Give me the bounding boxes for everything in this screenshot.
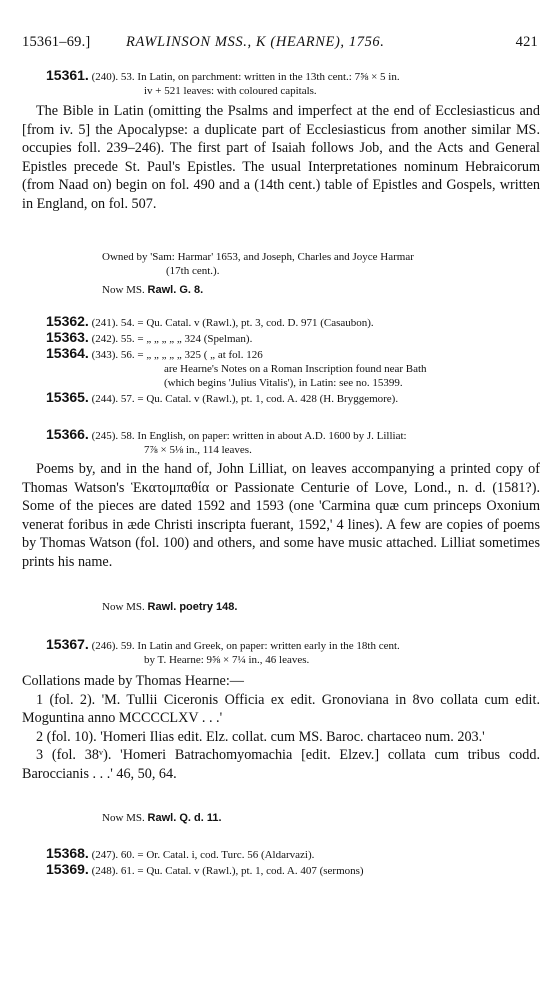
shelfmark: Rawl. G. 8. bbox=[147, 284, 204, 296]
entry-number: 15364. bbox=[46, 345, 89, 361]
collation-item: 3 (fol. 38ᵛ). 'Homeri Batrachomyomachia [edit. Elzev.] collata cum tribus codd. Baroccianis . . .' 46, 50, 64. bbox=[22, 747, 540, 782]
header-title: RAWLINSON MSS., K (HEARNE), 1756. bbox=[126, 34, 385, 50]
entry-details-cont: by T. Hearne: 9⅝ × 7¼ in., 46 leaves. bbox=[144, 654, 310, 666]
short-entry-cont: (which begins 'Julius Vitalis'), in Latin: see no. 15399. bbox=[164, 377, 403, 389]
now-ms-label: Now MS. bbox=[102, 812, 145, 824]
entry-details: (246). 59. In Latin and Greek, on paper: written early in the 18th cent. bbox=[91, 640, 400, 652]
entry-details-cont: 7⅞ × 5⅛ in., 114 leaves. bbox=[144, 444, 252, 456]
short-entry-cont: are Hearne's Notes on a Roman Inscription found near Bath bbox=[164, 363, 427, 375]
entry-number: 15366. bbox=[46, 426, 89, 442]
entry-15361-provenance bbox=[102, 250, 540, 278]
short-entry-row bbox=[46, 390, 542, 406]
entry-details: (244). 57. = Qu. Catal. v (Rawl.), pt. 1, cod. A. 428 (H. Bryggemore). bbox=[91, 393, 399, 405]
entry-15361-description bbox=[22, 102, 540, 214]
description-text: The Bible in Latin (omitting the Psalms and imperfect at the end of Ecclesiasticus and [from iv. 5] the Apocalypse: a duplicate part of Ecclesiasticus from another similar MS. occupies foll. 239–246). The first part of Isaiah follows Job, and the Acts and General Epistles precede St. Paul's Epistles. The usual Interpretationes nominum Hebraicorum (from Naad on) begin on fol. 490 and a (14th cent.) table of Epistles and Gospels, written in England, on fol. 507. bbox=[22, 103, 540, 212]
header-range: 15361–69.] bbox=[22, 34, 91, 50]
entry-number: 15367. bbox=[46, 636, 89, 652]
short-entry-row bbox=[46, 330, 542, 346]
now-ms-label: Now MS. bbox=[102, 284, 145, 296]
provenance-line: Owned by 'Sam: Harmar' 1653, and Joseph, Charles and Joyce Harmar bbox=[102, 251, 414, 263]
entry-number: 15361. bbox=[46, 67, 89, 83]
entry-details: (242). 55. = „ „ „ „ „ 324 (Spelman). bbox=[91, 333, 253, 345]
final-entries-block bbox=[46, 846, 542, 878]
short-entries-block bbox=[46, 314, 542, 406]
entry-15367-shelfmark-line bbox=[102, 811, 222, 825]
shelfmark: Rawl. poetry 148. bbox=[147, 601, 238, 613]
collation-item: 1 (fol. 2). 'M. Tullii Ciceronis Officia ex edit. Gronoviana in 8vo collata cum edit. Moguntina anno MCCCCLXV . . .' bbox=[22, 691, 540, 727]
entry-details: (240). 53. In Latin, on parchment: written in the 13th cent.: 7⅝ × 5 in. bbox=[91, 71, 400, 83]
entry-number: 15362. bbox=[46, 313, 89, 329]
collations-intro: Collations made by Thomas Hearne:— bbox=[22, 673, 244, 689]
entry-details: (247). 60. = Or. Catal. i, cod. Turc. 56 (Aldarvazi). bbox=[91, 849, 315, 861]
entry-15367-head bbox=[46, 637, 540, 667]
entry-number: 15363. bbox=[46, 329, 89, 345]
page-number: 421 bbox=[515, 34, 538, 50]
entry-15361-head bbox=[46, 68, 540, 98]
entry-15366-description bbox=[22, 460, 540, 572]
short-entry-row bbox=[46, 862, 542, 878]
entry-details: (343). 56. = „ „ „ „ „ 325 ( „ at fol. 126 bbox=[91, 349, 263, 361]
now-ms-label: Now MS. bbox=[102, 601, 145, 613]
shelfmark: Rawl. Q. d. 11. bbox=[147, 812, 222, 824]
collation-item: 2 (fol. 10). 'Homeri Ilias edit. Elz. collat. cum MS. Baroc. chartaceo num. 203.' bbox=[36, 728, 485, 745]
entry-details: (245). 58. In English, on paper: written in about A.D. 1600 by J. Lilliat: bbox=[91, 430, 407, 442]
entry-15361-shelfmark-line bbox=[102, 283, 203, 297]
entry-number: 15365. bbox=[46, 389, 89, 405]
entry-15366-shelfmark-line bbox=[102, 600, 237, 614]
running-header bbox=[22, 34, 538, 56]
entry-15367-collations bbox=[22, 672, 540, 784]
short-entry-row bbox=[46, 846, 542, 862]
provenance-line-cont: (17th cent.). bbox=[166, 265, 220, 277]
entry-number: 15369. bbox=[46, 861, 89, 877]
short-entry-row bbox=[46, 346, 542, 362]
entry-number: 15368. bbox=[46, 845, 89, 861]
entry-details: (241). 54. = Qu. Catal. v (Rawl.), pt. 3, cod. D. 971 (Casaubon). bbox=[91, 317, 374, 329]
entry-15366-head bbox=[46, 427, 540, 457]
short-entry-row bbox=[46, 314, 542, 330]
description-text: Poems by, and in the hand of, John Lilliat, on leaves accompanying a printed copy of Thomas Watson's Ἑκατομπαθία or Passionate Centurie of Love, Lond., n. d. (1581?). Some of the pieces are dated 1592 and 1593 (one 'Carmina quæ cum princeps Oxonium venerat foribus in æde Christi inscripta fuerant, 1592,' 4 lines). A few are copies of poems by Thomas Watson (fol. 100) and others, and some have music attached. Lilliat sometimes prints his name. bbox=[22, 461, 540, 570]
entry-details-cont: iv + 521 leaves: with coloured capitals. bbox=[144, 85, 317, 97]
entry-details: (248). 61. = Qu. Catal. v (Rawl.), pt. 1, cod. A. 407 (sermons) bbox=[91, 865, 364, 877]
